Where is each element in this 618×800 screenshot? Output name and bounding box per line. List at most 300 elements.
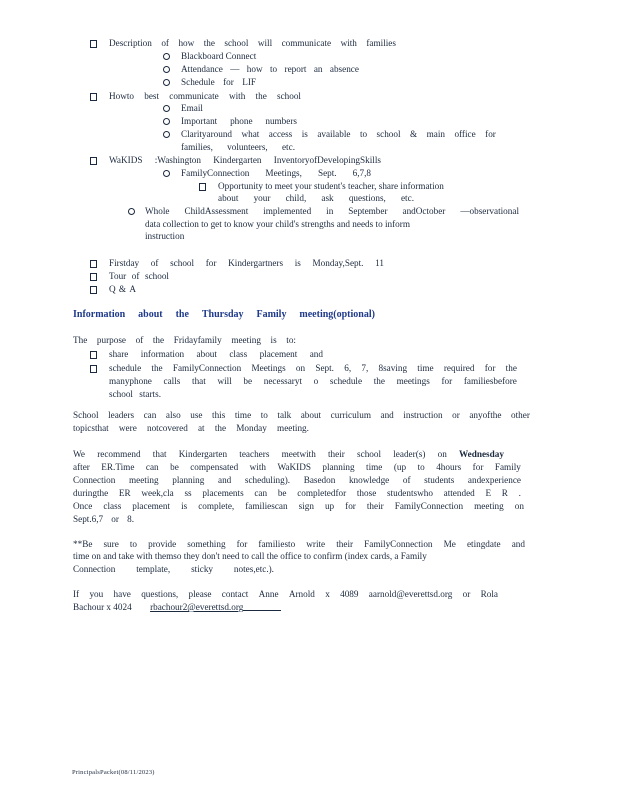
word: 6, bbox=[344, 363, 352, 373]
word: on bbox=[295, 363, 306, 373]
word: can bbox=[145, 462, 159, 472]
recommend-line-1 bbox=[73, 449, 504, 460]
word: starts. bbox=[139, 389, 161, 399]
bullet-square-icon bbox=[90, 351, 97, 359]
recommend-line-3 bbox=[73, 475, 521, 486]
word: Basedon bbox=[303, 475, 336, 485]
word: class bbox=[229, 349, 248, 359]
word: knowledge bbox=[348, 475, 390, 485]
word: the bbox=[373, 376, 385, 386]
word: ChildAssessment bbox=[184, 206, 249, 216]
word: topicsthat bbox=[73, 423, 109, 433]
word: Fridayfamily bbox=[173, 335, 222, 345]
word: (up bbox=[393, 462, 407, 472]
word: the bbox=[175, 309, 189, 320]
word: time bbox=[234, 410, 252, 420]
word: to bbox=[417, 462, 425, 472]
section-heading bbox=[73, 309, 375, 320]
agenda-tour bbox=[109, 271, 169, 282]
word: numbers bbox=[265, 116, 297, 126]
bullet-square-icon bbox=[90, 273, 97, 281]
word: with bbox=[340, 38, 357, 48]
word: or bbox=[452, 410, 460, 420]
word: andOctober bbox=[402, 206, 446, 216]
word: Sept. bbox=[315, 363, 334, 373]
word: about bbox=[138, 309, 163, 320]
word: you bbox=[89, 589, 104, 599]
word: meetwith bbox=[281, 449, 316, 459]
word: Whole bbox=[145, 206, 170, 216]
word: studentswho bbox=[386, 488, 433, 498]
word: be bbox=[277, 488, 287, 498]
bullet-square-icon bbox=[90, 157, 97, 165]
word: placement bbox=[132, 501, 171, 511]
word: InventoryofDevelopingSkills bbox=[273, 155, 381, 165]
word: We bbox=[73, 449, 86, 459]
agenda-whole-child bbox=[145, 206, 519, 217]
word: to bbox=[359, 129, 368, 139]
purpose-item-2-end bbox=[109, 389, 161, 400]
word: teachers bbox=[239, 449, 270, 459]
word: o bbox=[313, 376, 319, 386]
word: etc. bbox=[400, 193, 414, 203]
word: an bbox=[313, 64, 323, 74]
word: sign bbox=[298, 501, 314, 511]
word: write bbox=[306, 539, 326, 549]
recommend-line-6 bbox=[73, 514, 134, 525]
word: be bbox=[170, 462, 179, 472]
agenda-opportunity-cont bbox=[218, 193, 414, 204]
word: with bbox=[228, 91, 246, 101]
word: meeting bbox=[128, 475, 159, 485]
word: etc. bbox=[281, 142, 295, 152]
agenda-clarity bbox=[181, 129, 496, 140]
word: available bbox=[317, 129, 351, 139]
word: their bbox=[366, 501, 384, 511]
word: schedule bbox=[329, 376, 363, 386]
word: purpose bbox=[96, 335, 126, 345]
note-line-2: time on and take with themso they don't need to call the office to confirm (index cards, a Family bbox=[73, 551, 427, 561]
agenda-family-connection bbox=[181, 168, 371, 179]
word: compensated bbox=[190, 462, 239, 472]
word: other bbox=[511, 410, 530, 420]
word: duringthe bbox=[73, 488, 109, 498]
word: Description bbox=[109, 38, 152, 48]
word: this bbox=[212, 410, 226, 420]
word: that bbox=[192, 376, 206, 386]
word: placement bbox=[259, 349, 298, 359]
word: Schedule bbox=[181, 77, 215, 87]
word: Packet bbox=[100, 769, 119, 776]
word: Tour bbox=[109, 271, 127, 281]
word: to bbox=[269, 64, 278, 74]
word: school bbox=[109, 389, 133, 399]
word: families, bbox=[181, 142, 213, 152]
recommend-line-2 bbox=[73, 462, 521, 473]
bullet-square-icon bbox=[90, 365, 97, 373]
word: attended bbox=[443, 488, 475, 498]
word: your bbox=[253, 193, 271, 203]
bullet-circle-icon bbox=[128, 208, 135, 215]
word: meeting bbox=[231, 335, 261, 345]
word: to bbox=[260, 410, 268, 420]
word: 11 bbox=[375, 258, 384, 268]
word: sure bbox=[103, 539, 119, 549]
word: class bbox=[103, 501, 122, 511]
word: on bbox=[514, 501, 524, 511]
word: Me bbox=[443, 539, 456, 549]
word: familiesbefore bbox=[463, 376, 517, 386]
word: and bbox=[380, 410, 394, 420]
word: required bbox=[443, 363, 475, 373]
word: provide bbox=[148, 539, 177, 549]
word: x bbox=[325, 589, 330, 599]
word: WaKIDS bbox=[277, 462, 311, 472]
bullet-circle-icon bbox=[163, 79, 170, 86]
note-line-3 bbox=[73, 564, 274, 575]
word: placements bbox=[202, 488, 244, 498]
purpose-item-2-cont bbox=[109, 376, 517, 387]
word: Howto bbox=[109, 91, 135, 101]
word: will bbox=[217, 376, 232, 386]
word: notes,etc.). bbox=[233, 564, 274, 574]
word: their bbox=[328, 449, 345, 459]
word: share bbox=[109, 349, 129, 359]
word: notcovered bbox=[146, 423, 188, 433]
word: communicate bbox=[281, 38, 332, 48]
word: planning bbox=[322, 462, 355, 472]
word: is bbox=[294, 258, 301, 268]
word: Meetings, bbox=[265, 168, 302, 178]
word: meeting(optional) bbox=[299, 309, 375, 320]
word: Sept. bbox=[317, 168, 337, 178]
bullet-circle-icon bbox=[163, 170, 170, 177]
word: FamilyConnection bbox=[394, 501, 464, 511]
word: their bbox=[336, 539, 354, 549]
word: and bbox=[511, 539, 525, 549]
word: for bbox=[345, 501, 356, 511]
word: Kindergarten bbox=[178, 449, 228, 459]
word: recommend bbox=[97, 449, 141, 459]
word: what bbox=[241, 129, 260, 139]
word: to: bbox=[286, 335, 296, 345]
agenda-first-day bbox=[109, 258, 384, 269]
word: after bbox=[73, 462, 90, 472]
bullet-square-icon bbox=[90, 93, 97, 101]
word: or bbox=[462, 589, 471, 599]
word: curriculum bbox=[330, 410, 371, 420]
word: 4089 bbox=[340, 589, 359, 599]
word: time bbox=[417, 363, 434, 373]
word: —observational bbox=[460, 206, 519, 216]
agenda-clarity-cont bbox=[181, 142, 295, 153]
word: Anne bbox=[258, 589, 279, 599]
word: ss bbox=[184, 488, 192, 498]
word: Clarityaround bbox=[181, 129, 233, 139]
word: school bbox=[277, 91, 301, 101]
word: School bbox=[73, 410, 99, 420]
word: template, bbox=[136, 564, 171, 574]
word: have bbox=[113, 589, 131, 599]
agenda-phone bbox=[181, 116, 297, 127]
word: be bbox=[243, 376, 253, 386]
word: manyphone bbox=[109, 376, 152, 386]
word: LIF bbox=[242, 77, 256, 87]
word: Connection bbox=[73, 475, 116, 485]
word: 7, bbox=[361, 363, 369, 373]
word: for bbox=[485, 129, 496, 139]
word: of bbox=[161, 38, 169, 48]
word: or bbox=[111, 514, 119, 524]
word: :Washington bbox=[154, 155, 201, 165]
word: how bbox=[246, 64, 263, 74]
word: for bbox=[223, 77, 234, 87]
word: (08/11/2023) bbox=[118, 769, 155, 776]
word: the bbox=[203, 38, 215, 48]
word: that bbox=[152, 449, 167, 459]
word: Kindergartners bbox=[228, 258, 284, 268]
word: & bbox=[118, 284, 127, 294]
word: Meetings bbox=[251, 363, 286, 373]
agenda-description bbox=[109, 38, 396, 49]
word: something bbox=[187, 539, 226, 549]
word: school bbox=[357, 449, 382, 459]
word: school bbox=[145, 271, 169, 281]
word: scheduling). bbox=[244, 475, 291, 485]
contact-line-2: Bachour x 4024 rbachour2@everettsd.org bbox=[73, 602, 281, 613]
word: necessaryt bbox=[263, 376, 303, 386]
word: of bbox=[135, 335, 144, 345]
word: students bbox=[424, 475, 455, 485]
word: complete, bbox=[198, 501, 235, 511]
word: is bbox=[270, 335, 277, 345]
word: meeting bbox=[474, 501, 504, 511]
word: is bbox=[301, 129, 308, 139]
school-leaders-text bbox=[73, 410, 530, 421]
word: communicate bbox=[169, 91, 219, 101]
word: also bbox=[165, 410, 181, 420]
word: of bbox=[131, 271, 140, 281]
word: FamilyConnection bbox=[364, 539, 433, 549]
word: The bbox=[73, 335, 88, 345]
word: about bbox=[218, 193, 239, 203]
word: FamilyConnection bbox=[172, 363, 242, 373]
word: Kindergarten bbox=[213, 155, 262, 165]
purpose-intro bbox=[73, 335, 296, 346]
word: of bbox=[402, 475, 411, 485]
word: report bbox=[284, 64, 307, 74]
word: anyofthe bbox=[469, 410, 502, 420]
page-footer bbox=[72, 769, 155, 776]
word: contact bbox=[221, 589, 249, 599]
word: Monday,Sept. bbox=[312, 258, 364, 268]
agenda-attendance bbox=[181, 64, 359, 75]
word: planning bbox=[172, 475, 205, 485]
word: andexperience bbox=[467, 475, 521, 485]
word: R bbox=[501, 488, 508, 498]
word: for bbox=[484, 363, 496, 373]
agenda-whole-child-cont: data collection to get to know your child's strengths and needs to inform bbox=[145, 219, 410, 229]
word: for bbox=[441, 376, 453, 386]
agenda-whole-child-end: instruction bbox=[145, 231, 185, 241]
word: talk bbox=[277, 410, 292, 420]
word: 8saving bbox=[378, 363, 408, 373]
word: — bbox=[230, 64, 240, 74]
word: school bbox=[376, 129, 401, 139]
recommend-line-5 bbox=[73, 501, 524, 512]
word: school bbox=[224, 38, 249, 48]
word: 4hours bbox=[436, 462, 462, 472]
word: information bbox=[140, 349, 185, 359]
word: Important bbox=[181, 116, 218, 126]
word: and bbox=[309, 349, 323, 359]
word: Connection bbox=[73, 564, 116, 574]
word: Family bbox=[256, 309, 287, 320]
school-leaders-text-cont bbox=[73, 423, 309, 434]
bullet-square-icon bbox=[90, 40, 97, 48]
word: completedfor bbox=[297, 488, 347, 498]
word: phone bbox=[230, 116, 253, 126]
word: access bbox=[268, 129, 293, 139]
word: September bbox=[348, 206, 388, 216]
word: volunteers, bbox=[227, 142, 268, 152]
word: how bbox=[178, 38, 195, 48]
purpose-item-2 bbox=[109, 363, 517, 374]
word: can bbox=[254, 488, 268, 498]
bullet-circle-icon bbox=[163, 66, 170, 73]
word: with bbox=[249, 462, 267, 472]
word: E bbox=[485, 488, 492, 498]
word: meetings bbox=[396, 376, 430, 386]
word: can bbox=[143, 410, 157, 420]
word: Monday bbox=[236, 423, 267, 433]
word: Once bbox=[73, 501, 93, 511]
word: ER.Time bbox=[101, 462, 135, 472]
word: meeting. bbox=[277, 423, 309, 433]
word: familiescan bbox=[245, 501, 288, 511]
word: is bbox=[181, 501, 188, 511]
word: the bbox=[255, 91, 267, 101]
recommend-day: Wednesday bbox=[458, 449, 504, 459]
word: Arnold bbox=[288, 589, 315, 599]
bullet-square-icon bbox=[199, 183, 206, 191]
contact-line-1 bbox=[73, 589, 498, 600]
word: familiesto bbox=[258, 539, 296, 549]
word: for bbox=[205, 258, 217, 268]
word: leader(s) bbox=[393, 449, 426, 459]
word: . bbox=[518, 488, 521, 498]
agenda-qa bbox=[109, 284, 136, 295]
word: FamilyConnection bbox=[181, 168, 250, 178]
word: Q bbox=[109, 284, 116, 294]
word: leaders bbox=[108, 410, 135, 420]
word: in bbox=[326, 206, 334, 216]
word: families bbox=[366, 38, 396, 48]
agenda-blackboard: Blackboard Connect bbox=[181, 51, 257, 61]
word: main bbox=[426, 129, 445, 139]
word: Firstday bbox=[109, 258, 140, 268]
recommend-line-4 bbox=[73, 488, 521, 499]
word: and bbox=[218, 475, 232, 485]
agenda-howto bbox=[109, 91, 301, 102]
word: please bbox=[188, 589, 212, 599]
word: the bbox=[152, 335, 165, 345]
word: Principals bbox=[72, 769, 100, 776]
word: were bbox=[118, 423, 137, 433]
word: WaKIDS bbox=[109, 155, 143, 165]
word: aarnold@everettsd.org bbox=[368, 589, 453, 599]
bullet-circle-icon bbox=[163, 131, 170, 138]
word: week,cla bbox=[141, 488, 174, 498]
word: absence bbox=[329, 64, 359, 74]
agenda-email: Email bbox=[181, 103, 203, 113]
word: the bbox=[214, 423, 227, 433]
bullet-square-icon bbox=[90, 260, 97, 268]
agenda-opportunity: Opportunity to meet your student's teacher, share information bbox=[218, 181, 444, 191]
word: child, bbox=[285, 193, 307, 203]
word: at bbox=[197, 423, 205, 433]
word: up bbox=[324, 501, 335, 511]
bullet-square-icon bbox=[90, 286, 97, 294]
word: on bbox=[437, 449, 447, 459]
word: questions, bbox=[141, 589, 179, 599]
word: about bbox=[300, 410, 322, 420]
word: sticky bbox=[191, 564, 214, 574]
agenda-schedule bbox=[181, 77, 256, 88]
word: calls bbox=[163, 376, 181, 386]
bullet-circle-icon bbox=[163, 105, 170, 112]
note-line-1 bbox=[73, 539, 525, 550]
word: the bbox=[151, 363, 163, 373]
word: school bbox=[170, 258, 195, 268]
word: & bbox=[410, 129, 418, 139]
word: to bbox=[129, 539, 138, 549]
word: for bbox=[236, 539, 248, 549]
word: for bbox=[472, 462, 484, 472]
word: **Be bbox=[73, 539, 93, 549]
purpose-item-1 bbox=[109, 349, 323, 360]
word: instruction bbox=[403, 410, 443, 420]
word: Attendance bbox=[181, 64, 223, 74]
word: Information bbox=[73, 309, 126, 320]
word: 6,7,8 bbox=[352, 168, 371, 178]
bullet-circle-icon bbox=[163, 53, 170, 60]
word: etingdate bbox=[466, 539, 501, 549]
word: use bbox=[190, 410, 203, 420]
word: questions, bbox=[348, 193, 386, 203]
word: Rola bbox=[480, 589, 498, 599]
word: of bbox=[150, 258, 159, 268]
word: Family bbox=[494, 462, 521, 472]
word: time bbox=[366, 462, 383, 472]
contact-email-link[interactable]: rbachour2@everettsd.org bbox=[150, 602, 244, 612]
word: ER bbox=[118, 488, 131, 498]
word: about bbox=[196, 349, 217, 359]
word: If bbox=[73, 589, 80, 599]
word: A bbox=[129, 284, 136, 294]
bullet-circle-icon bbox=[163, 118, 170, 125]
word: schedule bbox=[109, 363, 142, 373]
agenda-wakids bbox=[109, 155, 381, 166]
word: will bbox=[257, 38, 273, 48]
word: those bbox=[356, 488, 377, 498]
word: Sept.6,7 bbox=[73, 514, 104, 524]
word: ask bbox=[321, 193, 334, 203]
word: the bbox=[505, 363, 517, 373]
word: office bbox=[454, 129, 476, 139]
word: best bbox=[144, 91, 160, 101]
word: 8. bbox=[127, 514, 134, 524]
